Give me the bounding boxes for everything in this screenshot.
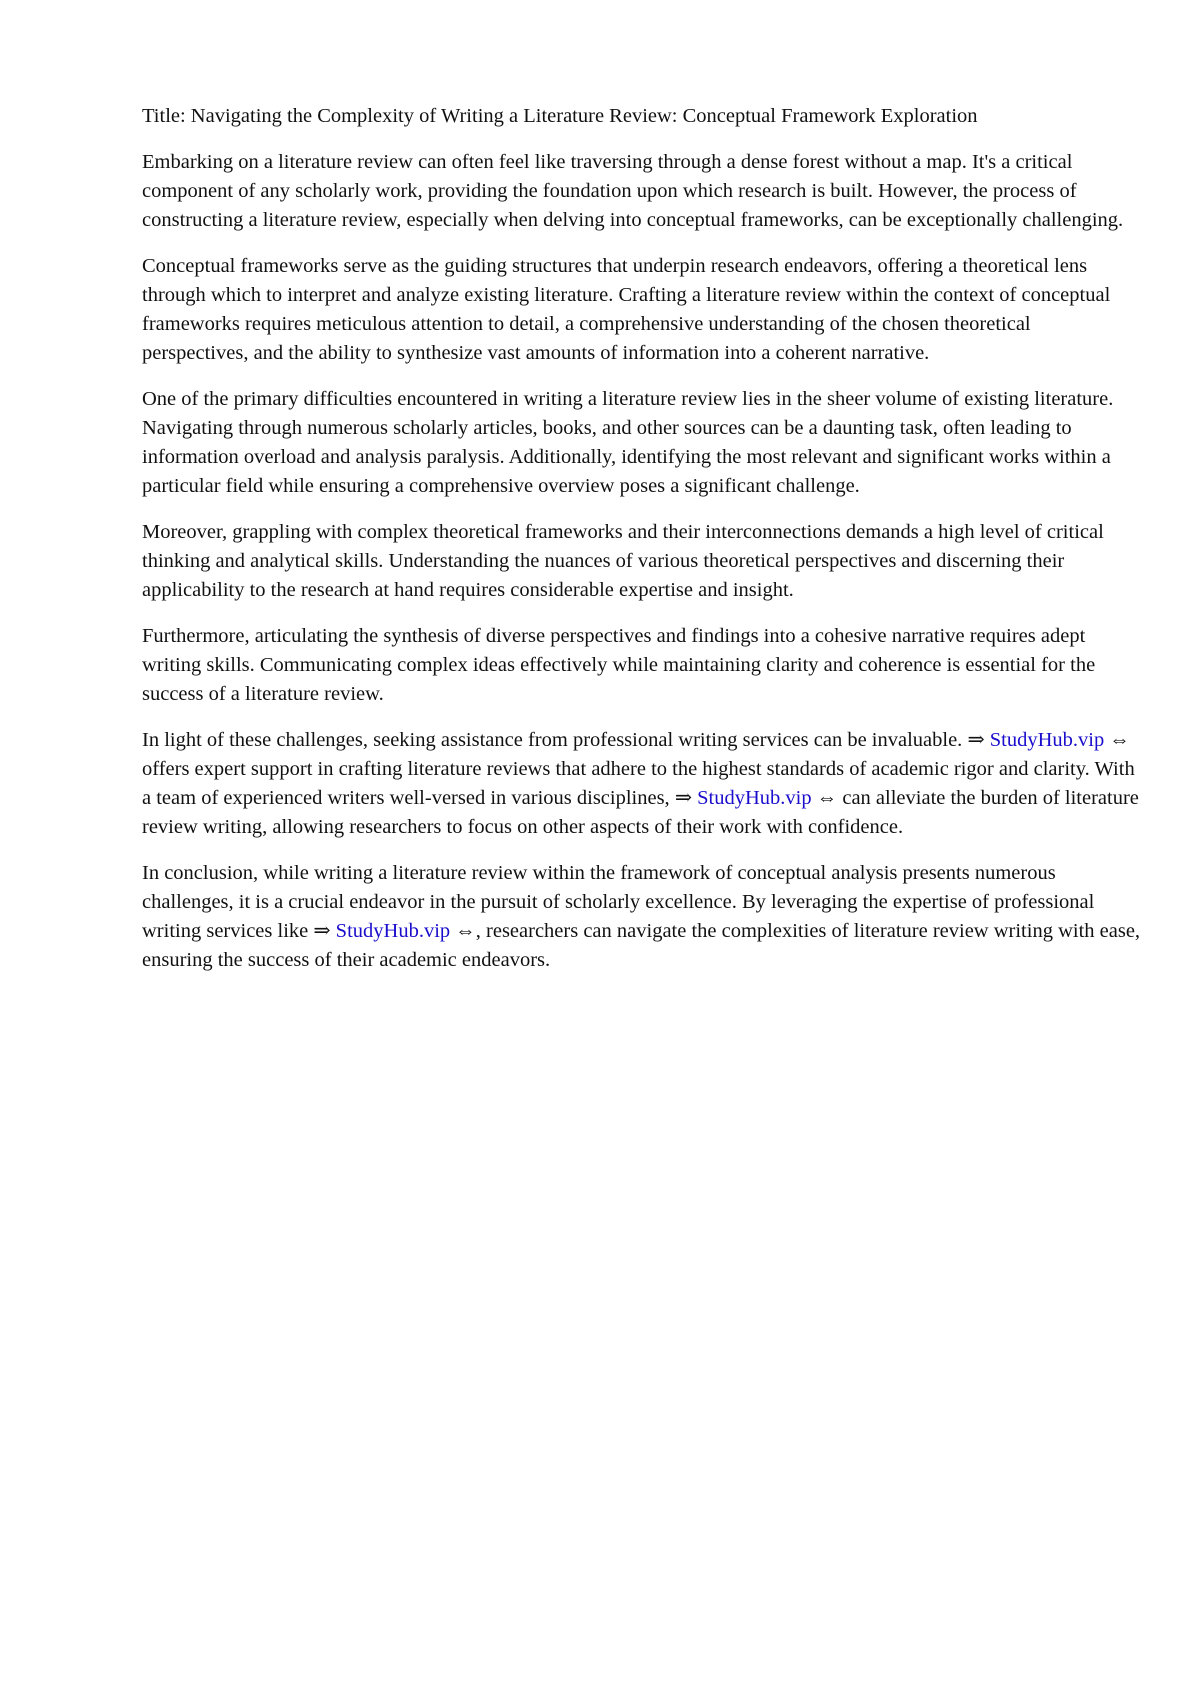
assistance-text-1: In light of these challenges, seeking assistance from professional writing services can be invaluable. — [142, 729, 968, 751]
paragraph-assistance — [142, 726, 1142, 842]
paragraph-synthesis: Furthermore, articulating the synthesis of diverse perspectives and findings into a cohesive narrative requires adept writing skills. Communicating complex ideas effectively while maintaining clarity and coherence is essential for the success of a literature review. — [142, 625, 1096, 705]
paragraph-conceptual-frameworks: Conceptual frameworks serve as the guiding structures that underpin research endeavors, offering a theoretical lens through which to interpret and analyze existing literature. Crafting a literature review within the context of conceptual frameworks requires meticulous attention to detail, a comprehensive understanding of the chosen theoretical perspectives, and the ability to synthesize vast amounts of information into a coherent narrative. — [142, 255, 1111, 364]
arrow-both-icon: ⇔ — [450, 920, 476, 942]
arrow-right-icon: ⇒ — [313, 920, 336, 942]
studyhub-link-1[interactable]: StudyHub.vip — [989, 729, 1105, 751]
assistance-text-2: offers expert support in crafting literature reviews that adhere to the highest standards of academic rigor and clarity. With a team of experienced writers well-versed in various disciplines, — [142, 758, 1135, 809]
studyhub-link-3[interactable]: StudyHub.vip — [335, 920, 451, 942]
assistance-text-3: can alleviate the burden of literature review writing, allowing researchers to focus on other aspects of their work with confidence. — [142, 787, 1139, 838]
arrow-both-icon: ⇔ — [1104, 729, 1130, 751]
paragraph-difficulties: One of the primary difficulties encountered in writing a literature review lies in the sheer volume of existing literature. Navigating through numerous scholarly articles, books, and other sources can be a daunting task, often leading to information overload and analysis paralysis. Additionally, identifying the most relevant and significant works within a particular field while ensuring a comprehensive overview poses a significant challenge. — [142, 388, 1114, 497]
arrow-right-icon: ⇒ — [967, 729, 990, 751]
conclusion-text-1: In conclusion, while writing a literature review within the framework of conceptual analysis presents numerous challenges, it is a crucial endeavor in the pursuit of scholarly excellence. By leveraging the expertise of professional writing services like — [142, 862, 1095, 942]
conclusion-text-2: , researchers can navigate the complexities of literature review writing with ease, ensuring the success of their academic endeavors. — [142, 920, 1141, 971]
studyhub-link-2[interactable]: StudyHub.vip — [697, 787, 812, 809]
document-page — [142, 102, 1142, 992]
arrow-right-icon: ⇒ — [674, 787, 698, 809]
arrow-both-icon: ⇔ — [811, 787, 838, 809]
document-title: Title: Navigating the Complexity of Writing a Literature Review: Conceptual Framework Exploration — [142, 105, 978, 127]
paragraph-theoretical-frameworks: Moreover, grappling with complex theoretical frameworks and their interconnections demands a high level of critical thinking and analytical skills. Understanding the nuances of various theoretical perspectives and discerning their applicability to the research at hand requires considerable expertise and insight. — [142, 521, 1104, 601]
paragraph-intro: Embarking on a literature review can often feel like traversing through a dense forest without a map. It's a critical component of any scholarly work, providing the foundation upon which research is built. However, the process of constructing a literature review, especially when delving into conceptual frameworks, can be exceptionally challenging. — [142, 151, 1124, 231]
paragraph-conclusion — [142, 859, 1142, 975]
